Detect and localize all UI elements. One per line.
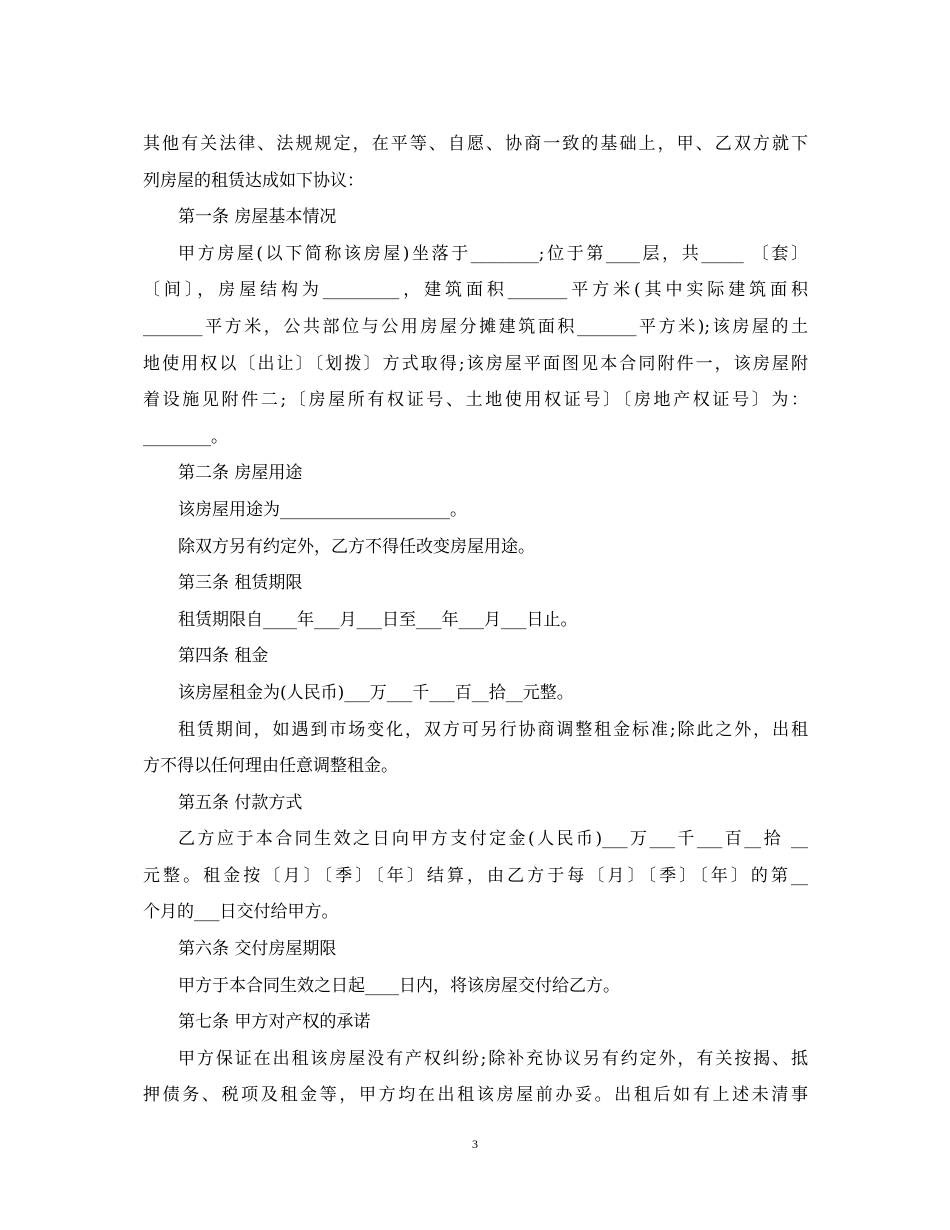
page-number: 3 xyxy=(472,1137,478,1151)
text-line: 甲方于本合同生效之日起____日内，将该房屋交付给乙方。 xyxy=(178,975,620,996)
text-line: 该房屋租金为(人民币)___万___千___百__拾__元整。 xyxy=(178,682,574,703)
text-line: 该房屋用途为____________________。 xyxy=(178,499,467,520)
text-line: 甲方保证在出租该房屋没有产权纠纷;除补充协议另有约定外，有关按揭、抵 xyxy=(178,1048,808,1069)
text-line: 地使用权以〔出让〕〔划拨〕方式取得;该房屋平面图见本合同附件一，该房屋附 xyxy=(143,353,808,374)
text-line: 第二条 房屋用途 xyxy=(178,463,303,484)
text-line: ________。 xyxy=(143,426,228,447)
document-body xyxy=(143,126,808,1114)
text-line: 第三条 租赁期限 xyxy=(178,573,303,594)
text-line: 第六条 交付房屋期限 xyxy=(178,939,337,960)
text-line: 第四条 租金 xyxy=(178,646,269,667)
text-line: 个月的___日交付给甲方。 xyxy=(143,902,339,923)
text-line: 甲方房屋(以下简称该房屋)坐落于________;位于第____层，共_____ 〔套〕 xyxy=(178,243,808,264)
text-line: 元整。租金按〔月〕〔季〕〔年〕结算，由乙方于每〔月〕〔季〕〔年〕的第__ xyxy=(143,865,808,886)
text-line: _______平方米，公共部位与公用房屋分摊建筑面积_______平方米);该房屋的土 xyxy=(143,316,808,337)
text-line: 方不得以任何理由任意调整租金。 xyxy=(143,756,398,777)
text-line: 租赁期间，如遇到市场变化，双方可另行协商调整租金标准;除此之外，出租 xyxy=(178,719,808,740)
text-line: 第七条 甲方对产权的承诺 xyxy=(178,1012,371,1033)
text-line: 其他有关法律、法规规定，在平等、自愿、协商一致的基础上，甲、乙双方就下 xyxy=(143,134,808,154)
text-line: 租赁期限自____年___月___日至___年___月___日止。 xyxy=(178,609,578,630)
text-line: 〔间〕，房屋结构为_________，建筑面积_______平方米(其中实际建筑面积 xyxy=(143,280,808,301)
text-line: 除双方另有约定外，乙方不得任改变房屋用途。 xyxy=(178,536,535,557)
text-line: 乙方应于本合同生效之日向甲方支付定金(人民币)___万___千___百__拾 __ xyxy=(178,829,808,850)
text-line: 着设施见附件二;〔房屋所有权证号、土地使用权证号〕〔房地产权证号〕为： xyxy=(143,390,808,411)
text-line: 第一条 房屋基本情况 xyxy=(178,207,337,228)
text-line: 列房屋的租赁达成如下协议： xyxy=(143,170,364,191)
text-line: 第五条 付款方式 xyxy=(178,792,303,813)
text-line: 押债务、税项及租金等，甲方均在出租该房屋前办妥。出租后如有上述未清事 xyxy=(143,1085,808,1106)
